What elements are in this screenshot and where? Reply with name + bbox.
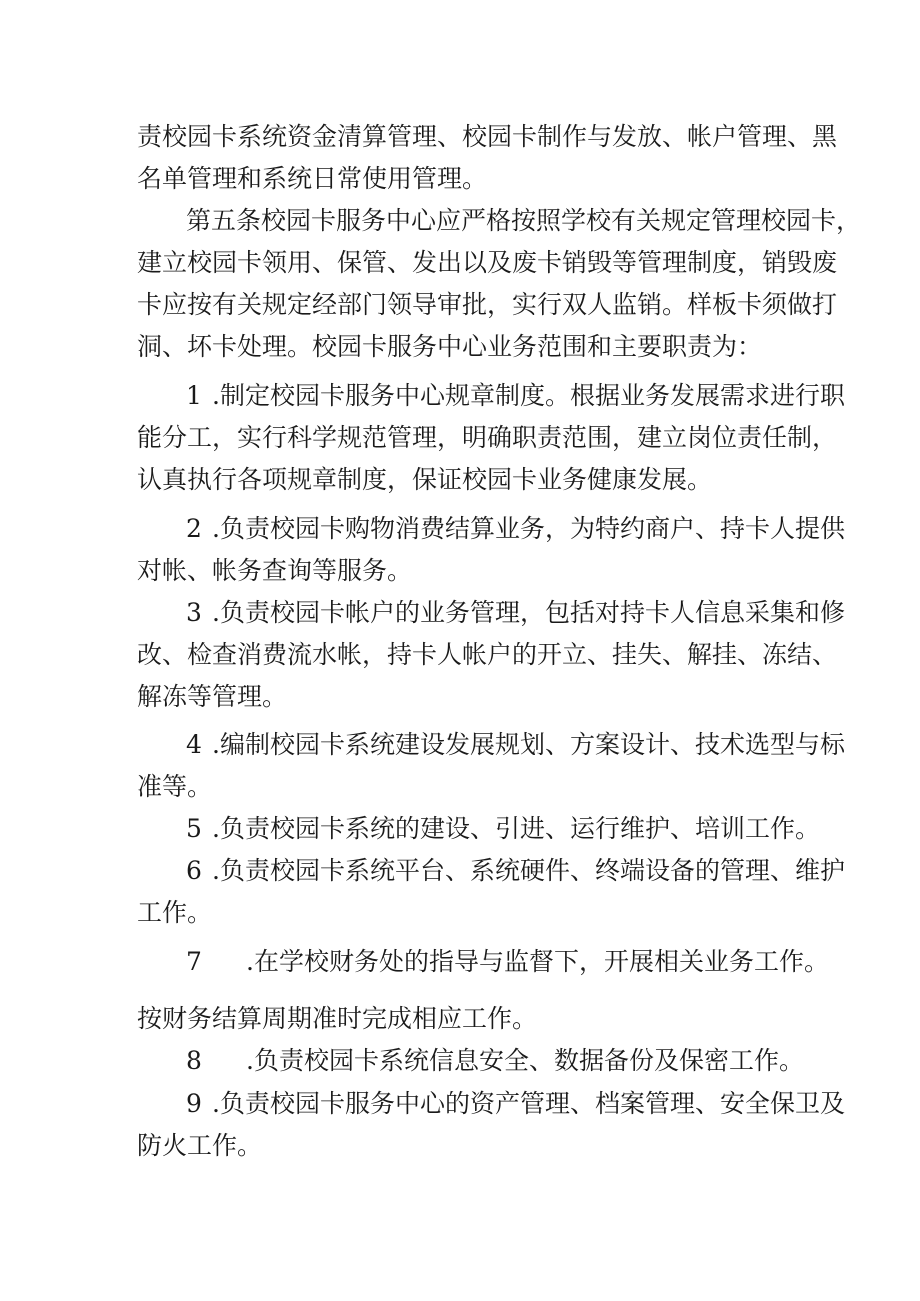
- item-number: 6: [186, 856, 202, 885]
- item-number: 5: [186, 814, 202, 843]
- item-text: .制定校园卡服务中心规章制度。根据业务发展需求进行职: [212, 381, 845, 410]
- item-number: 1: [186, 381, 202, 410]
- item-9-line-2: 防火工作。: [137, 1131, 263, 1160]
- item-number: 2: [186, 514, 202, 543]
- item-text: .在学校财务处的指导与监督下，开展相关业务工作。: [246, 947, 829, 976]
- article5-line-4: 洞、坏卡处理。校园卡服务中心业务范围和主要职责为：: [137, 332, 763, 361]
- item-number: 7: [186, 947, 202, 976]
- item-number: 3: [186, 598, 202, 627]
- item-6-line-1: [186, 851, 845, 891]
- item-2-line-2: 对帐、帐务查询等服务。: [137, 556, 413, 585]
- item-7-line-2: 按财务结算周期准时完成相应工作。: [137, 1004, 538, 1033]
- item-text: .负责校园卡帐户的业务管理，包括对持卡人信息采集和修: [212, 598, 845, 627]
- item-6-line-2: 工作。: [137, 898, 213, 927]
- item-3-line-2: 改、检查消费流水帐，持卡人帐户的开立、挂失、解挂、冻结、: [137, 640, 838, 669]
- item-1-line-2: 能分工，实行科学规范管理，明确职责范围，建立岗位责任制，: [137, 423, 838, 452]
- item-text: .负责校园卡系统平台、系统硬件、终端设备的管理、维护: [212, 856, 845, 885]
- item-3-line-3: 解冻等管理。: [137, 682, 288, 711]
- item-number: 4: [186, 730, 202, 759]
- item-5-line-1: [186, 809, 820, 849]
- item-text: .负责校园卡服务中心的资产管理、档案管理、安全保卫及: [212, 1089, 845, 1118]
- item-1-line-1: [186, 376, 845, 416]
- item-8-line-1: [186, 1041, 804, 1081]
- item-9-line-1: [186, 1084, 845, 1124]
- item-text: .负责校园卡系统的建设、引进、运行维护、培训工作。: [212, 814, 820, 843]
- item-3-line-1: [186, 593, 845, 633]
- item-4-line-1: [186, 725, 845, 765]
- item-7-line-1: [186, 942, 829, 982]
- article5-line-1: 第五条校园卡服务中心应严格按照学校有关规定管理校园卡，: [186, 206, 862, 235]
- intro-line-1: 责校园卡系统资金清算管理、校园卡制作与发放、帐户管理、黑: [137, 122, 838, 151]
- article5-line-2: 建立校园卡领用、保管、发出以及废卡销毁等管理制度，销毁废: [137, 248, 838, 277]
- item-text: .负责校园卡购物消费结算业务，为特约商户、持卡人提供: [212, 514, 845, 543]
- item-text: .编制校园卡系统建设发展规划、方案设计、技术选型与标: [212, 730, 845, 759]
- item-1-line-3: 认真执行各项规章制度，保证校园卡业务健康发展。: [137, 465, 713, 494]
- item-text: .负责校园卡系统信息安全、数据备份及保密工作。: [246, 1046, 804, 1075]
- item-2-line-1: [186, 509, 845, 549]
- item-4-line-2: 准等。: [137, 772, 213, 801]
- item-number: 8: [186, 1046, 202, 1075]
- item-number: 9: [186, 1089, 202, 1118]
- article5-line-3: 卡应按有关规定经部门领导审批，实行双人监销。样板卡须做打: [137, 290, 838, 319]
- intro-line-2: 名单管理和系统日常使用管理。: [137, 164, 488, 193]
